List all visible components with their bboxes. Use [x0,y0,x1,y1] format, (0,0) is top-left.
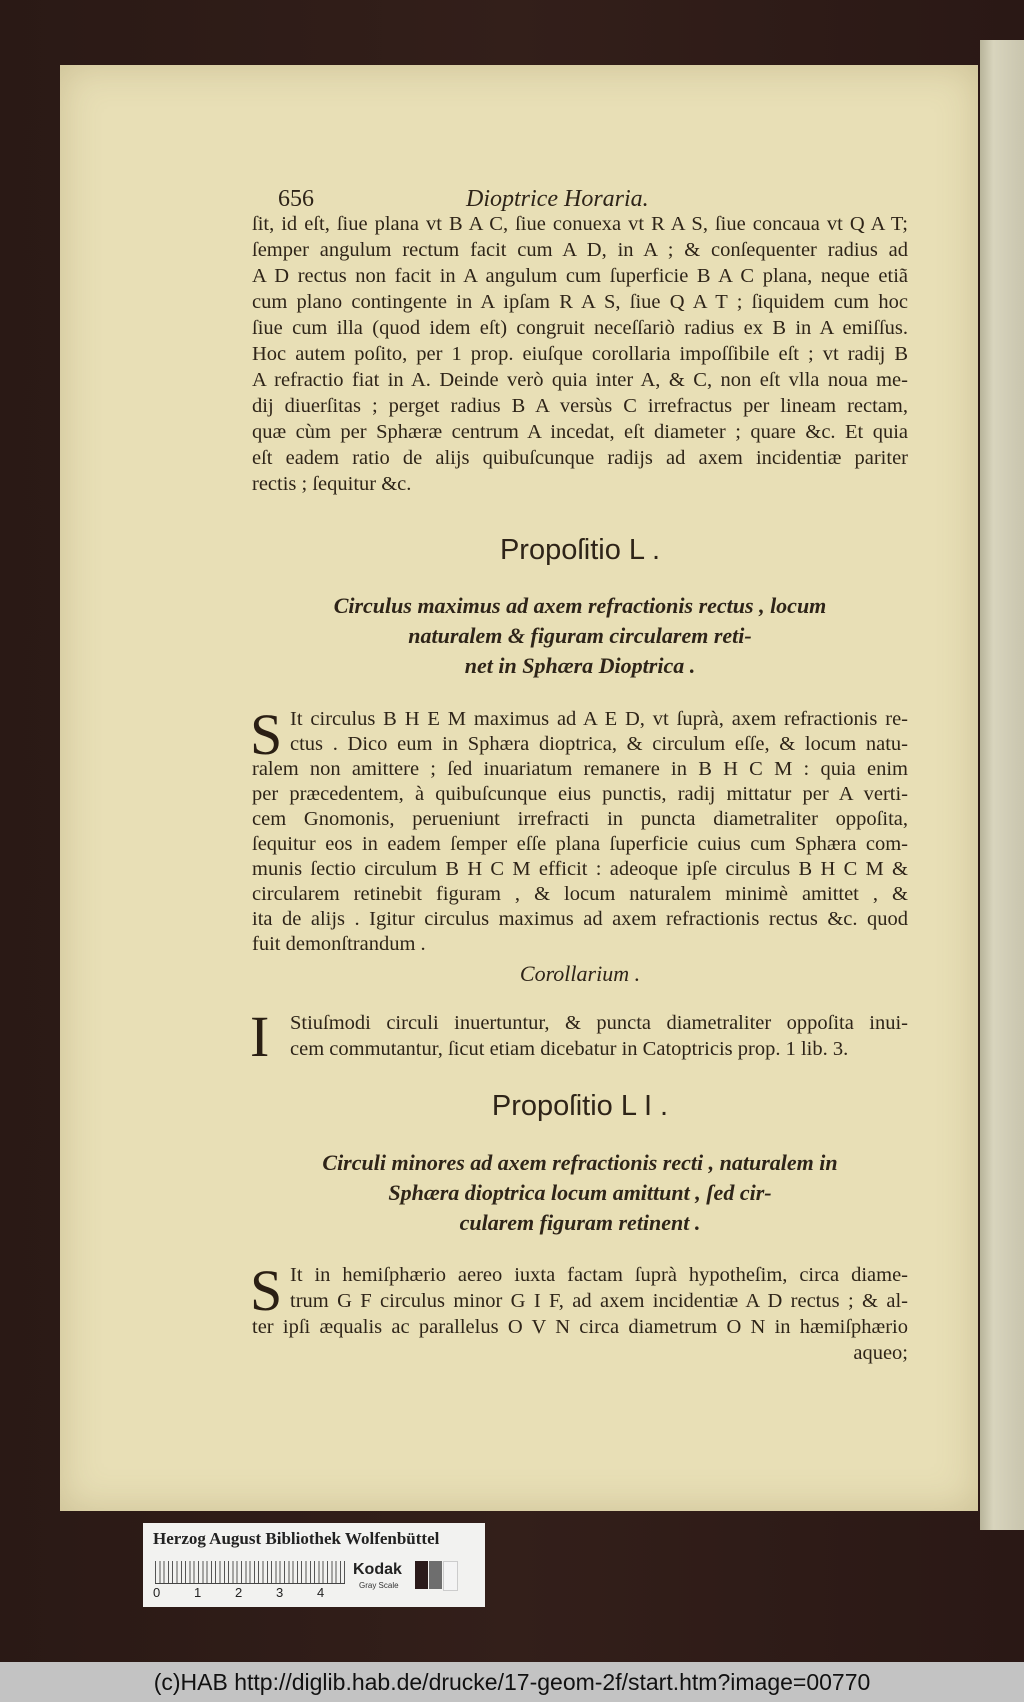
ruler-label: 4 [317,1585,325,1600]
swatch-light [443,1561,458,1591]
text-line: ter ipſi æqualis ac parallelus O V N circa diametrum O N in hæmiſphærio [252,1316,908,1338]
text-line: ralem non amittere ; ſed inuariatum remanere in B H C M : quia enim [252,758,908,780]
ruler-label: 1 [194,1585,202,1600]
library-color-card [143,1523,485,1607]
text-line: ctus . Dico eum in Sphæra dioptrica, & circulum eſſe, & locum natu- [290,733,908,755]
kodak-logo: Kodak [353,1561,402,1578]
proposition-li-heading: Propoſitio L I . [491,1090,669,1122]
text-line: cum plano contingente in A ipſam R A S, ſiue Q A T ; ſiquidem cum hoc [252,291,908,313]
footer-bar [0,1662,1024,1702]
copyright-url: (c)HAB http://diglib.hab.de/drucke/17-geom-2f/start.htm?image=00770 [153,1669,871,1695]
statement-line: Sphæra dioptrica locum amittunt , ſed cir- [388,1180,772,1205]
text-line: trum G F circulus minor G I F, ad axem incidentiæ A D rectus ; & al- [290,1290,908,1312]
ruler-label: 0 [153,1585,161,1600]
text-line: ſit, id eſt, ſiue plana vt B A C, ſiue conuexa vt R A S, ſiue concaua vt Q A T; [252,213,908,235]
text-line: eſt eadem ratio de alijs quibuſcunque radijs ad axem incidentiæ pariter [252,447,908,469]
text-line: per præcedentem, à quibuſcunque eius punctis, radij mittatur per A verti- [252,783,908,805]
text-line: circularem retinebit figuram , & locum naturalem minimè amittet , & [252,883,908,905]
statement-line: net in Sphæra Dioptrica . [464,653,696,678]
page-number: 656 [278,186,314,212]
corollary-heading: Corollarium . [519,961,641,986]
statement-line: Circulus maximus ad axem refractionis rectus , locum [333,593,827,618]
text-line: A refractio fiat in A. Deinde verò quia inter A, & C, non eſt vlla noua me- [252,369,908,391]
dropcap-s: S [250,1258,283,1323]
next-page-edge [980,40,1024,1530]
text-line: Stiuſmodi circuli inuertuntur, & puncta diametraliter oppoſita inui- [290,1012,908,1034]
text-line: cem commutantur, ſicut etiam dicebatur in Catoptricis prop. 1 lib. 3. [290,1038,849,1060]
text-line: ſemper angulum rectum facit cum A D, in A ; & conſequenter radius ad [252,239,908,261]
swatch-mid [429,1561,442,1589]
text-line: ſiue cum illa (quod idem eſt) congruit neceſſariò radius ex B in A emiſſus. [252,317,908,339]
text-line: munis ſectio circulum B H C M efficit : adeoque ipſe circulus B H C M & [252,858,908,880]
text-line: dij diuerſitas ; perget radius B A versùs C irrefractus per lineam rectam, [252,395,908,417]
ruler-label: 2 [235,1585,243,1600]
swatch-dark [415,1561,428,1589]
text-line: fuit demonſtrandum . [252,933,426,955]
dropcap-s: S [250,702,283,767]
ruler-scale [155,1561,345,1584]
dropcap-i: I [250,1004,270,1069]
text-line: ſequitur eos in eadem ſemper eſſe plana ſuperficie cuius cum Sphæra com- [252,833,908,855]
text-line: quæ cùm per Sphæræ centrum A incedat, eſt diameter ; quare &c. Et quia [252,421,908,443]
ruler-label: 3 [276,1585,284,1600]
text-line: ita de alijs . Igitur circulus maximus ad axem refractionis rectus &c. quod [252,908,908,930]
running-title: Dioptrice Horaria. [466,186,649,212]
text-line: aqueo; [853,1342,908,1364]
proposition-l-heading: Propoſitio L . [499,534,661,566]
text-line: rectis ; ſequitur &c. [252,473,412,495]
text-line: It circulus B H E M maximus ad A E D, vt ſuprà, axem refractionis re- [290,708,908,730]
statement-line: naturalem & figuram circularem reti- [408,623,752,648]
text-line: Hoc autem poſito, per 1 prop. eiuſque corollaria impoſſibile eſt ; vt radij B [252,343,908,365]
text-line: It in hemiſphærio aereo iuxta factam ſuprà hypotheſim, circa diame- [290,1264,908,1286]
text-line: A D rectus non facit in A angulum cum ſuperficie B A C plana, neque etiã [252,265,908,287]
gray-scale-label: Gray Scale [359,1581,399,1590]
library-name: Herzog August Bibliothek Wolfenbüttel [153,1529,440,1548]
text-line: cem Gnomonis, perueniunt irrefracti in puncta diametraliter oppoſita, [252,808,908,830]
statement-line: cularem figuram retinent . [459,1210,701,1235]
statement-line: Circuli minores ad axem refractionis recti , naturalem in [322,1150,838,1175]
